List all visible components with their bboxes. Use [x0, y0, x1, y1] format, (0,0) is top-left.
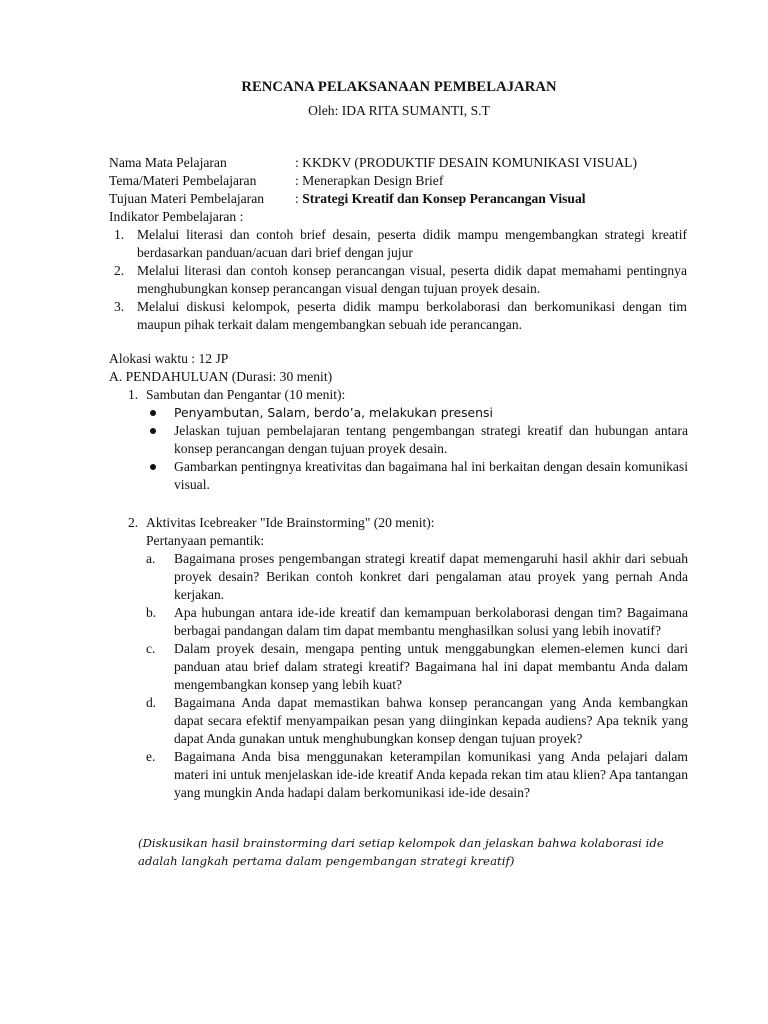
- question-text: Bagaimana Anda bisa menggunakan keterampilan komunikasi yang Anda pelajari dalam materi ini untuk menjelaskan ide-ide kreatif Anda kepada rekan tim atau klien? Apa tantangan yang mungkin Anda hadapi dalam berkomunikasi ide-ide desain?: [174, 749, 688, 800]
- course-info-row: [109, 172, 689, 190]
- question-letter: a.: [146, 551, 156, 566]
- step-title: Aktivitas Icebreaker "Ide Brainstorming" (20 menit):: [146, 515, 435, 530]
- question-text: Apa hubungan antara ide-ide kreatif dan kemampuan berkolaborasi dengan tim? Bagaimana berbagai pandangan dalam tim dapat membantu menghasilkan solusi yang lebih inovatif?: [174, 605, 688, 638]
- indicator-item: [109, 262, 687, 298]
- course-info: [109, 154, 689, 226]
- indicator-text: Melalui diskusi kelompok, peserta didik mampu berkolaborasi dan berkomunikasi dengan tim maupun pihak terkait dalam mengembangkan sebuah ide perancangan.: [137, 299, 687, 332]
- step-title: Sambutan dan Pengantar (10 menit):: [146, 387, 346, 402]
- question-item: [146, 550, 688, 604]
- question-letter: c.: [146, 641, 156, 656]
- question-letter: b.: [146, 605, 157, 620]
- indicator-text: Melalui literasi dan contoh konsep perancangan visual, peserta didik dapat memahami pentingnya menghubungkan konsep perancangan visual dengan tujuan proyek desain.: [137, 263, 687, 296]
- question-text: Bagaimana Anda dapat memastikan bahwa konsep perancangan yang Anda kembangkan dapat secara efektif menyampaikan pesan yang diinginkan kepada audiens? Apa teknik yang dapat Anda gunakan untuk menghubungkan konsep dengan tujuan proyek?: [174, 695, 688, 746]
- question-letter: e.: [146, 749, 156, 764]
- question-item: [146, 748, 688, 802]
- course-info-row: [109, 208, 689, 226]
- subject-label: Nama Mata Pelajaran: [109, 155, 227, 170]
- course-info-row: [109, 154, 689, 172]
- indicator-number: 1.: [114, 227, 125, 242]
- bullet-text: Penyambutan, Salam, berdo’a, melakukan presensi: [174, 405, 493, 420]
- question-item: [146, 604, 688, 640]
- question-item: [146, 694, 688, 748]
- topic-label: Tema/Materi Pembelajaran: [109, 173, 257, 188]
- questions-label: Pertanyaan pemantik:: [146, 533, 265, 548]
- question-text: Bagaimana proses pengembangan strategi kreatif dapat memengaruhi hasil akhir dari sebuah proyek desain? Berikan contoh konkret dari pengalaman atau proyek yang pernah Anda kerjakan.: [174, 551, 688, 602]
- objective-value: [295, 190, 586, 208]
- indicator-text: Melalui literasi dan contoh brief desain, peserta didik mampu mengembangkan strategi kreatif berdasarkan panduan/acuan dari brief dengan jujur: [137, 227, 687, 260]
- objective-colon: :: [295, 191, 303, 206]
- bullet-item: [146, 422, 688, 458]
- question-item: [146, 640, 688, 694]
- indicator-list: [109, 226, 687, 334]
- document-author: Oleh: IDA RITA SUMANTI, S.T: [308, 103, 490, 118]
- course-info-row: [109, 190, 689, 208]
- step-number: 1.: [128, 387, 139, 402]
- time-allocation: Alokasi waktu : 12 JP: [109, 351, 229, 366]
- discussion-note: (Diskusikan hasil brainstorming dari setiap kelompok dan jelaskan bahwa kolaborasi ide adalah langkah pertama dalam pengembangan strategi kreatif): [138, 836, 664, 868]
- bullet-item: [146, 458, 688, 494]
- step-number: 2.: [128, 515, 139, 530]
- indicator-item: [109, 226, 687, 262]
- bullet-icon: [150, 464, 156, 470]
- indicator-number: 2.: [114, 263, 125, 278]
- indicator-number: 3.: [114, 299, 125, 314]
- question-list: [146, 550, 688, 802]
- objective-label: Tujuan Materi Pembelajaran: [109, 191, 265, 206]
- bullet-icon: [150, 410, 156, 416]
- indicator-item: [109, 298, 687, 334]
- bullet-icon: [150, 428, 156, 434]
- subject-value: : KKDKV (PRODUKTIF DESAIN KOMUNIKASI VISUAL): [295, 155, 637, 170]
- indicator-label: Indikator Pembelajaran :: [109, 209, 244, 224]
- section-heading: A. PENDAHULUAN (Durasi: 30 menit): [109, 369, 333, 384]
- document-title: RENCANA PELAKSANAAN PEMBELAJARAN: [241, 79, 557, 95]
- question-text: Dalam proyek desain, mengapa penting untuk menggabungkan elemen-elemen kunci dari panduan atau brief dalam strategi kreatif? Bagaimana hal ini dapat membantu Anda dalam mengembangkan konsep yang lebih kuat?: [174, 641, 688, 692]
- bullet-text: Gambarkan pentingnya kreativitas dan bagaimana hal ini berkaitan dengan desain komunikasi visual.: [174, 459, 688, 492]
- bullet-text: Jelaskan tujuan pembelajaran tentang pengembangan strategi kreatif dan hubungan antara konsep perancangan dengan tujuan proyek desain.: [174, 423, 688, 456]
- intro-bullet-list: [146, 404, 688, 494]
- question-letter: d.: [146, 695, 157, 710]
- bullet-item: [146, 404, 688, 422]
- topic-value: : Menerapkan Design Brief: [295, 173, 444, 188]
- objective-text: Strategi Kreatif dan Konsep Perancangan Visual: [302, 191, 586, 206]
